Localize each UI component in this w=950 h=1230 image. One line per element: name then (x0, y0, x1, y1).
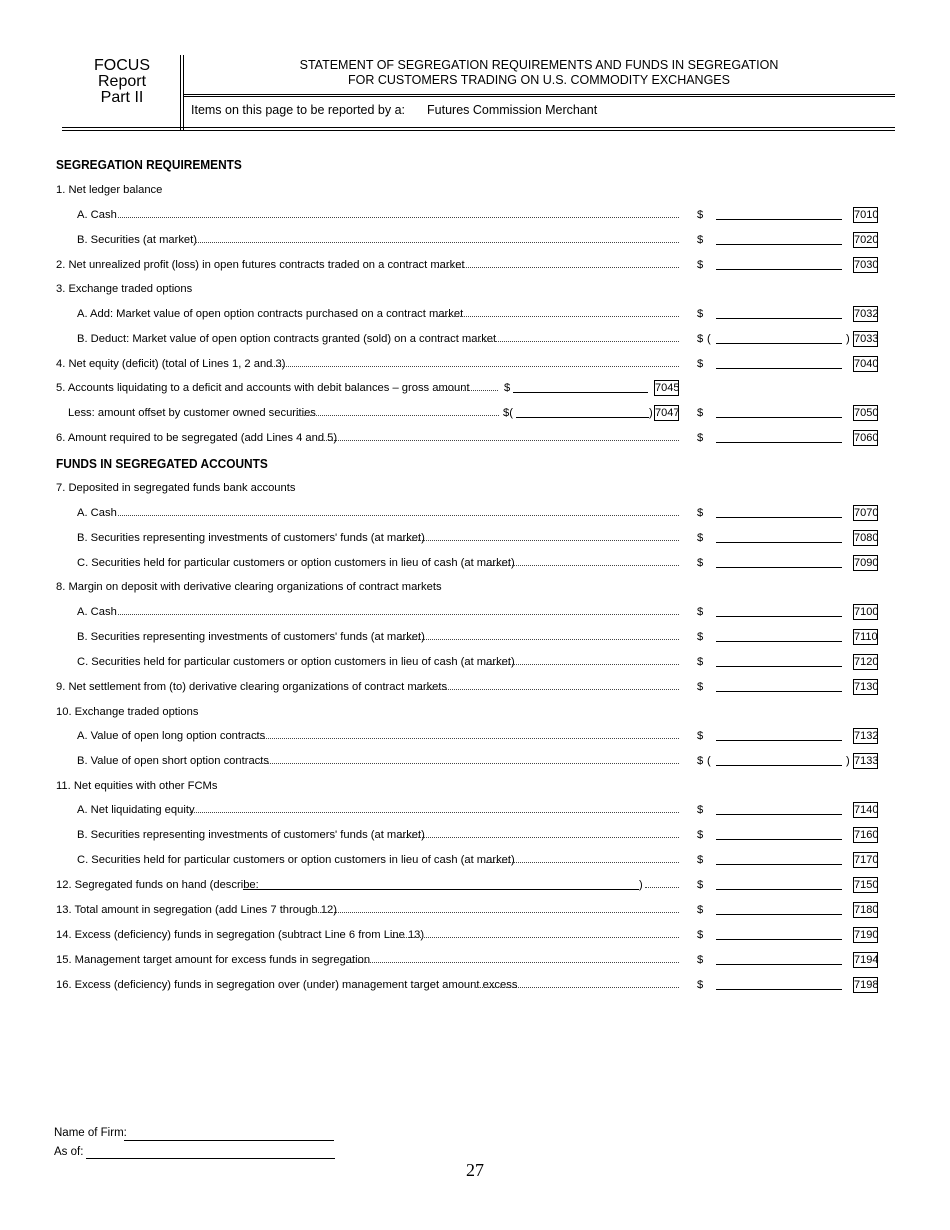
code-box-7033: 7033 (854, 333, 879, 345)
line-3 (0, 281, 950, 297)
line-5-less (0, 405, 950, 421)
leader-dots (188, 812, 679, 813)
name-of-firm-field[interactable] (124, 1140, 334, 1141)
amount-field-7110[interactable] (716, 641, 842, 642)
reported-by-value: Futures Commission Merchant (427, 103, 598, 117)
leader-dots (400, 639, 679, 640)
amount-field-7130[interactable] (716, 691, 842, 692)
dollar-sign: $ (697, 557, 704, 569)
dollar-sign: $ (697, 333, 704, 345)
line-label: 6. Amount required to be segregated (add Lines 4 and 5) (56, 432, 338, 444)
line-14 (0, 927, 950, 943)
line-label: A. Value of open long option contracts (77, 730, 266, 742)
line-8b (0, 629, 950, 645)
leader-dots (438, 390, 498, 391)
dollar-sign: $ (697, 407, 704, 419)
line-label: C. Securities held for particular customers or option customers in lieu of cash (at market) (77, 557, 515, 569)
describe-field[interactable] (243, 889, 639, 890)
line-label: 16. Excess (deficiency) funds in segregation over (under) management target amount excess (56, 979, 518, 991)
dollar-sign: $ (697, 631, 704, 643)
line-12 (0, 877, 950, 893)
leader-dots (118, 614, 679, 615)
line-label: 4. Net equity (deficit) (total of Lines 1, 2 and 3) (56, 358, 286, 370)
amount-field-7133[interactable] (716, 765, 842, 766)
line-2 (0, 257, 950, 273)
code-box-7110: 7110 (854, 631, 878, 643)
code-box-7194: 7194 (854, 954, 879, 966)
code-box-7030: 7030 (854, 259, 879, 271)
leader-dots (296, 415, 499, 416)
amount-field-7198[interactable] (716, 989, 842, 990)
leader-dots (437, 267, 679, 268)
dollar-sign: $ (697, 954, 704, 966)
dollar-sign: $ (697, 854, 704, 866)
as-of-field[interactable] (86, 1158, 335, 1159)
dollar-sign: $ (697, 432, 704, 444)
leader-dots (316, 440, 679, 441)
amount-field-7020[interactable] (716, 244, 842, 245)
line-label: 12. Segregated funds on hand (describe: (56, 879, 259, 891)
title-line-2: FOR CUSTOMERS TRADING ON U.S. COMMODITY EXCHANGES (348, 73, 730, 87)
leader-dots (400, 837, 679, 838)
line-label: A. Add: Market value of open option contracts purchased on a contract market (77, 308, 464, 320)
amount-field-7150[interactable] (716, 889, 842, 890)
code-box-7133: 7133 (854, 755, 879, 767)
line-8 (0, 579, 950, 595)
amount-field-7032[interactable] (716, 318, 842, 319)
leader-dots (258, 763, 679, 764)
name-of-firm-label: Name of Firm: (54, 1127, 127, 1139)
amount-field-7033[interactable] (716, 343, 842, 344)
dollar-sign: $ (697, 681, 704, 693)
code-box-7047: 7047 (655, 407, 680, 419)
amount-field-7100[interactable] (716, 616, 842, 617)
dollar-sign: $ (697, 606, 704, 618)
line-label: B. Securities representing investments of customers' funds (at market) (77, 532, 425, 544)
leader-dots (195, 242, 679, 243)
dollar-sign: $ (697, 308, 704, 320)
line-16 (0, 977, 950, 993)
header-rule (183, 96, 895, 97)
header-bottom-rule (62, 130, 895, 131)
line-label: 8. Margin on deposit with derivative clearing organizations of contract markets (56, 581, 442, 593)
code-box-7170: 7170 (854, 854, 879, 866)
amount-field-7194[interactable] (716, 964, 842, 965)
line-7c (0, 555, 950, 571)
line-11c (0, 852, 950, 868)
code-box-7040: 7040 (854, 358, 879, 370)
amount-field-7070[interactable] (716, 517, 842, 518)
code-box-7090: 7090 (854, 557, 879, 569)
dollar-sign: $ (697, 879, 704, 891)
leader-dots (118, 515, 679, 516)
line-label: C. Securities held for particular customers or option customers in lieu of cash (at market) (77, 854, 515, 866)
leader-dots (400, 540, 679, 541)
line-label: 1. Net ledger balance (56, 184, 163, 196)
section-heading-funds: FUNDS IN SEGREGATED ACCOUNTS (56, 457, 268, 471)
amount-field-7090[interactable] (716, 567, 842, 568)
line-label: 5. Accounts liquidating to a deficit and accounts with debit balances – gross amount (56, 382, 470, 394)
amount-field-7040[interactable] (716, 368, 842, 369)
line-5 (0, 380, 950, 396)
line-10b (0, 753, 950, 769)
line-label: 7. Deposited in segregated funds bank accounts (56, 482, 296, 494)
dollar-sign: $ (504, 382, 511, 394)
dollar-sign: $ (697, 804, 704, 816)
leader-dots (255, 738, 679, 739)
amount-field-7160[interactable] (716, 839, 842, 840)
code-box-7050: 7050 (854, 407, 879, 419)
leader-dots (416, 689, 679, 690)
leader-dots (392, 937, 679, 938)
statement-title (186, 58, 892, 88)
leader-dots (484, 862, 679, 863)
line-9 (0, 679, 950, 695)
line-7a (0, 505, 950, 521)
amount-field-7030[interactable] (716, 269, 842, 270)
amount-field-7050[interactable] (716, 417, 842, 418)
code-box-7150: 7150 (854, 879, 879, 891)
amount-field-7180[interactable] (716, 914, 842, 915)
paren-close: ) (649, 407, 653, 419)
line-label: B. Value of open short option contracts (77, 755, 269, 767)
code-box-7160: 7160 (854, 829, 879, 841)
leader-dots (484, 664, 679, 665)
dollar-sign: $ (697, 259, 704, 271)
header-rule (183, 94, 895, 95)
line-label: 10. Exchange traded options (56, 706, 199, 718)
code-box-7100: 7100 (854, 606, 879, 618)
line-3b (0, 331, 950, 347)
code-box-7070: 7070 (854, 507, 879, 519)
leader-dots (436, 316, 679, 317)
line-label: B. Securities representing investments of customers' funds (at market) (77, 829, 425, 841)
line-label: B. Deduct: Market value of open option contracts granted (sold) on a contract market (77, 333, 497, 345)
code-box-7020: 7020 (854, 234, 879, 246)
code-box-7060: 7060 (854, 432, 879, 444)
dollar-sign: $ (697, 730, 704, 742)
amount-field-7140[interactable] (716, 814, 842, 815)
section-heading-requirements: SEGREGATION REQUIREMENTS (56, 158, 242, 172)
line-1b (0, 232, 950, 248)
line-3a (0, 306, 950, 322)
reported-by (191, 103, 597, 117)
amount-field-7047[interactable] (516, 417, 649, 418)
amount-field-7045[interactable] (513, 392, 648, 393)
header-divider (183, 55, 184, 130)
leader-dots (468, 341, 679, 342)
line-15 (0, 952, 950, 968)
line-label: A. Cash (77, 507, 117, 519)
paren-open: ( (707, 755, 711, 767)
paren-close: ) (639, 879, 643, 891)
leader-dots (645, 887, 679, 888)
code-box-7132: 7132 (854, 730, 879, 742)
code-box-7045: 7045 (655, 382, 680, 394)
line-8a (0, 604, 950, 620)
line-label: B. Securities (at market) (77, 234, 197, 246)
amount-field-7120[interactable] (716, 666, 842, 667)
dollar-sign: $ (697, 358, 704, 370)
dollar-sign: $ (697, 234, 704, 246)
code-box-7120: 7120 (854, 656, 879, 668)
leader-dots (118, 217, 679, 218)
reported-by-label: Items on this page to be reported by a: (191, 103, 406, 117)
code-box-7198: 7198 (854, 979, 879, 991)
paren-close: ) (846, 333, 850, 345)
line-11a (0, 802, 950, 818)
focus-label: FOCUS (94, 57, 150, 74)
leader-dots (476, 987, 679, 988)
line-label: 11. Net equities with other FCMs (56, 780, 218, 792)
part-label: Part II (100, 89, 144, 106)
leader-dots (484, 565, 679, 566)
code-box-7140: 7140 (854, 804, 879, 816)
line-4 (0, 356, 950, 372)
line-label: A. Net liquidating equity (77, 804, 195, 816)
leader-dots (313, 912, 679, 913)
dollar-paren: $( (503, 407, 513, 419)
dollar-sign: $ (697, 979, 704, 991)
paren-open: ( (707, 333, 711, 345)
line-label: A. Cash (77, 209, 117, 221)
dollar-sign: $ (697, 507, 704, 519)
leader-dots (342, 962, 679, 963)
line-label: B. Securities representing investments of customers' funds (at market) (77, 631, 425, 643)
paren-close: ) (846, 755, 850, 767)
amount-field-7170[interactable] (716, 864, 842, 865)
header-divider (180, 55, 181, 130)
line-label: A. Cash (77, 606, 117, 618)
amount-field-7132[interactable] (716, 740, 842, 741)
dollar-sign: $ (697, 929, 704, 941)
code-box-7032: 7032 (854, 308, 879, 320)
code-box-7130: 7130 (854, 681, 879, 693)
report-label: Report (97, 73, 147, 90)
line-8c (0, 654, 950, 670)
line-1 (0, 182, 950, 198)
amount-field-7010[interactable] (716, 219, 842, 220)
line-label: 9. Net settlement from (to) derivative clearing organizations of contract markets (56, 681, 448, 693)
line-11b (0, 827, 950, 843)
line-11 (0, 778, 950, 794)
dollar-sign: $ (697, 755, 704, 767)
line-label: Less: amount offset by customer owned securities (68, 407, 316, 419)
code-box-7010: 7010 (854, 209, 879, 221)
code-box-7180: 7180 (854, 904, 879, 916)
leader-dots (267, 366, 679, 367)
amount-field-7080[interactable] (716, 542, 842, 543)
dollar-sign: $ (697, 829, 704, 841)
amount-field-7190[interactable] (716, 939, 842, 940)
code-box-7080: 7080 (854, 532, 879, 544)
dollar-sign: $ (697, 532, 704, 544)
line-6 (0, 430, 950, 446)
dollar-sign: $ (697, 656, 704, 668)
title-line-1: STATEMENT OF SEGREGATION REQUIREMENTS AND FUNDS IN SEGREGATION (299, 58, 779, 72)
line-label: 3. Exchange traded options (56, 283, 193, 295)
page-number: 27 (466, 1160, 484, 1180)
as-of-label: As of: (54, 1146, 84, 1158)
code-box-7190: 7190 (854, 929, 879, 941)
amount-field-7060[interactable] (716, 442, 842, 443)
line-10 (0, 704, 950, 720)
line-label: 13. Total amount in segregation (add Lines 7 through 12) (56, 904, 337, 916)
line-13 (0, 902, 950, 918)
header-bottom-rule (62, 127, 895, 128)
focus-report-label (62, 58, 182, 128)
line-label: C. Securities held for particular customers or option customers in lieu of cash (at market) (77, 656, 515, 668)
line-label: 14. Excess (deficiency) funds in segregation (subtract Line 6 from Line 13) (56, 929, 425, 941)
dollar-sign: $ (697, 209, 704, 221)
line-label: 15. Management target amount for excess funds in segregation (56, 954, 371, 966)
line-label: 2. Net unrealized profit (loss) in open futures contracts traded on a contract market (56, 259, 465, 271)
dollar-sign: $ (697, 904, 704, 916)
line-7 (0, 480, 950, 496)
line-7b (0, 530, 950, 546)
line-1a (0, 207, 950, 223)
line-10a (0, 728, 950, 744)
